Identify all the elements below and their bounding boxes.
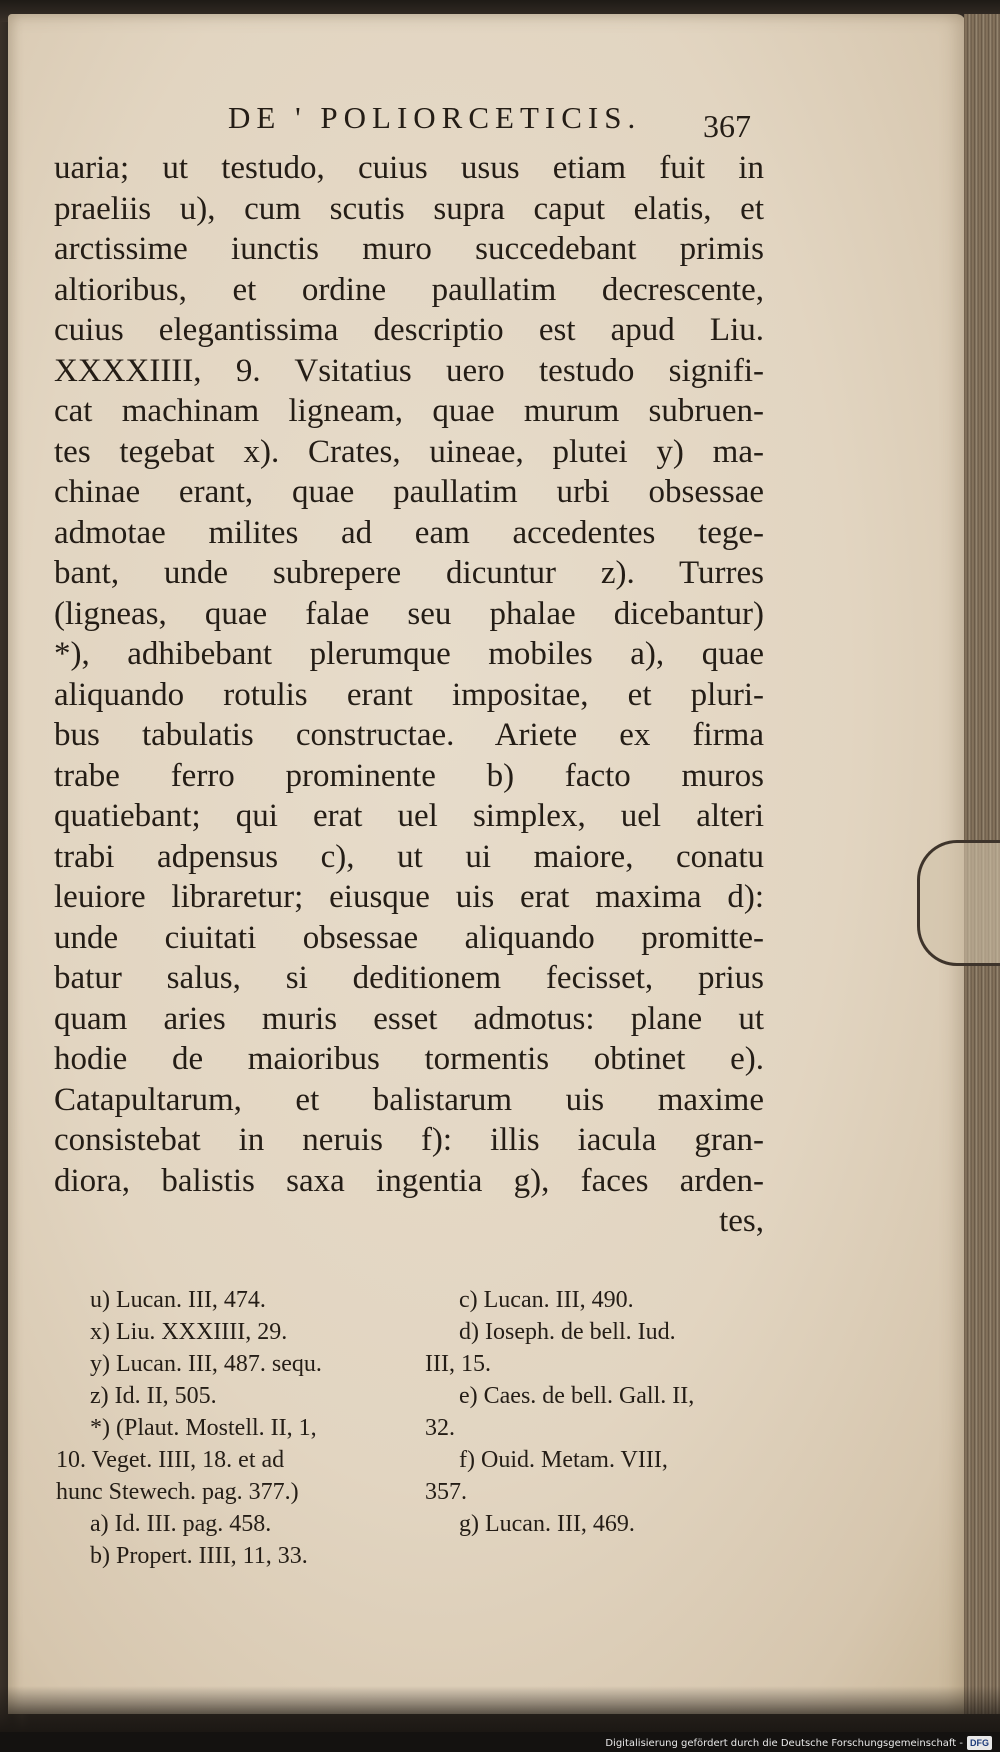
footnote: z) Id. II, 505. xyxy=(90,1383,217,1409)
footnote: *) (Plaut. Mostell. II, 1, xyxy=(90,1415,317,1441)
body-line: tes tegebat x). Crates, uineae, plutei y) ma- xyxy=(54,433,764,470)
footnote: u) Lucan. III, 474. xyxy=(90,1287,266,1313)
footnote-continuation: III, 15. xyxy=(425,1351,491,1377)
body-line: (ligneas, quae falae seu phalae dicebantur) xyxy=(54,595,764,632)
body-line: bant, unde subrepere dicuntur z). Turres xyxy=(54,555,764,591)
body-line: consistebat in neruis f): illis iacula gran- xyxy=(54,1122,764,1158)
body-line: Catapultarum, et balistarum uis maxime xyxy=(54,1081,764,1118)
dfg-logo: DFG xyxy=(967,1736,992,1750)
body-line: quam aries muris esset admotus: plane ut xyxy=(54,1000,764,1037)
footnotes-left-column xyxy=(56,1284,396,1572)
body-line: XXXXIIII, 9. Vsitatius uero testudo signifi- xyxy=(54,352,764,389)
footnote: f) Ouid. Metam. VIII, xyxy=(459,1447,668,1473)
footnote: a) Id. III. pag. 458. xyxy=(90,1511,272,1537)
body-line: uaria; ut testudo, cuius usus etiam fuit in xyxy=(54,150,764,186)
body-line: batur salus, si deditionem fecisset, prius xyxy=(54,960,764,996)
body-line: *), adhibebant plerumque mobiles a), quae xyxy=(54,636,764,672)
body-line: trabi adpensus c), ut ui maiore, conatu xyxy=(54,838,764,875)
body-line: cuius elegantissima descriptio est apud Liu. xyxy=(54,312,764,348)
credit-text: Digitalisierung gefördert durch die Deutsche Forschungsgemeinschaft - xyxy=(605,1737,963,1749)
footnote: e) Caes. de bell. Gall. II, xyxy=(459,1383,695,1409)
body-line: cat machinam ligneam, quae murum subruen- xyxy=(54,393,764,429)
body-line: bus tabulatis constructae. Ariete ex firma xyxy=(54,717,764,753)
footnote: y) Lucan. III, 487. sequ. xyxy=(90,1351,322,1377)
body-line: aliquando rotulis erant impositae, et pluri- xyxy=(54,676,764,713)
catchword: tes, xyxy=(719,1203,764,1239)
body-line: chinae erant, quae paullatim urbi obsessae xyxy=(54,474,764,510)
footnote: g) Lucan. III, 469. xyxy=(459,1511,635,1537)
footnote-continuation: 357. xyxy=(425,1479,467,1505)
footnote: d) Ioseph. de bell. Iud. xyxy=(459,1319,676,1345)
body-line: hodie de maioribus tormentis obtinet e). xyxy=(54,1041,764,1077)
footnote: b) Propert. IIII, 11, 33. xyxy=(90,1543,308,1569)
body-line: praeliis u), cum scutis supra caput elatis, et xyxy=(54,190,764,227)
page-number: 367 xyxy=(703,108,751,144)
body-line: diora, balistis saxa ingentia g), faces arden- xyxy=(54,1162,764,1199)
footnote-continuation: 10. Veget. IIII, 18. et ad xyxy=(56,1447,285,1473)
body-line: leuiore libraretur; eiusque uis erat maxima d): xyxy=(54,879,764,915)
body-line: altioribus, et ordine paullatim decrescente, xyxy=(54,271,764,308)
body-line: trabe ferro prominente b) facto muros xyxy=(54,757,764,794)
footnote-continuation: hunc Stewech. pag. 377.) xyxy=(56,1479,299,1505)
body-text xyxy=(54,148,764,1242)
footnote: c) Lucan. III, 490. xyxy=(459,1287,634,1313)
digitization-credit xyxy=(605,1736,992,1750)
footnote-continuation: 32. xyxy=(425,1415,455,1441)
footnote: x) Liu. XXXIIII, 29. xyxy=(90,1319,288,1345)
bottom-shadow xyxy=(0,1686,1000,1732)
running-head: DE ' POLIORCETICIS. xyxy=(228,100,642,135)
page-clip xyxy=(917,840,1000,966)
body-line: admotae milites ad eam accedentes tege- xyxy=(54,514,764,551)
body-line: unde ciuitati obsessae aliquando promitte- xyxy=(54,919,764,956)
footnotes-right-column xyxy=(425,1284,765,1540)
body-line: quatiebant; qui erat uel simplex, uel alteri xyxy=(54,798,764,834)
body-line: arctissime iunctis muro succedebant primis xyxy=(54,231,764,267)
